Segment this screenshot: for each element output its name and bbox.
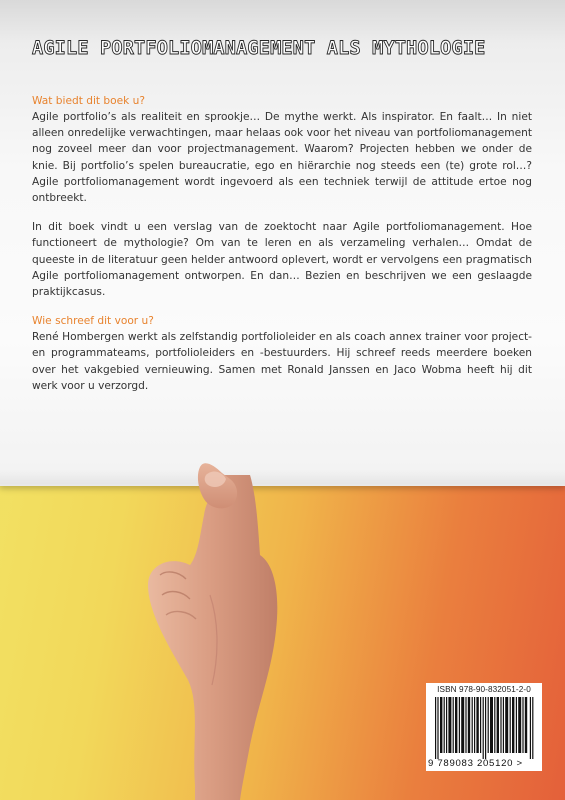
section-heading-what: Wat biedt dit boek u?: [32, 95, 145, 107]
hand-illustration: [100, 455, 335, 800]
barcode-digits: 9 789083 205120 >: [428, 758, 523, 769]
author-paragraph: René Hombergen werkt als zelfstandig portfolioleider en als coach annex trainer voor project- en programmateams, portfolioleiders en -bestuurders. Hij schreef reeds meerdere boeken over het vakgebied vernieuwing. Samen met Ronald Janssen en Jaco Wobma heeft hij dit werk voor u verzorgd.: [32, 331, 532, 392]
blurb-content: [32, 93, 532, 407]
barcode-bars: [435, 697, 535, 759]
blurb-paragraph-2: In dit boek vindt u een verslag van de zoektocht naar Agile portfoliomanagement. Hoe functioneert de mythologie? Om van te leren en als verzameling verhalen… Omdat de queeste in de literatuur geen helder antwoord oplevert, wordt er vervolgens een pragmatisch Agile portfoliomanagement ontworpen. En dan… Bezien en beschrijven we een geslaagde praktijkcasus.: [32, 221, 532, 299]
section-heading-who: Wie schreef dit voor u?: [32, 315, 154, 328]
isbn-barcode: [426, 683, 542, 771]
blurb-paragraph-1: Agile portfolio’s als realiteit en sprookje… De mythe werkt. Als inspirator. En faalt… In niet alleen onredelijke verwachtingen, maar helaas ook voor het niveau van portfoliomanagement nog zoveel meer dan voor projectmanagement. Waarom? Projecten hebben we onder de knie. Bij portfolio’s spelen bureaucratie, ego en hiërarchie nog steeds een (te) grote rol…? Agile portfoliomanagement wordt ingevoerd als een techniek terwijl de attitude ertoe nog ontbreekt.: [32, 111, 532, 205]
book-title: AGILE PORTFOLIOMANAGEMENT ALS MYTHOLOGIE: [32, 38, 486, 59]
isbn-label: ISBN 978-90-832051-2-0: [437, 685, 531, 694]
